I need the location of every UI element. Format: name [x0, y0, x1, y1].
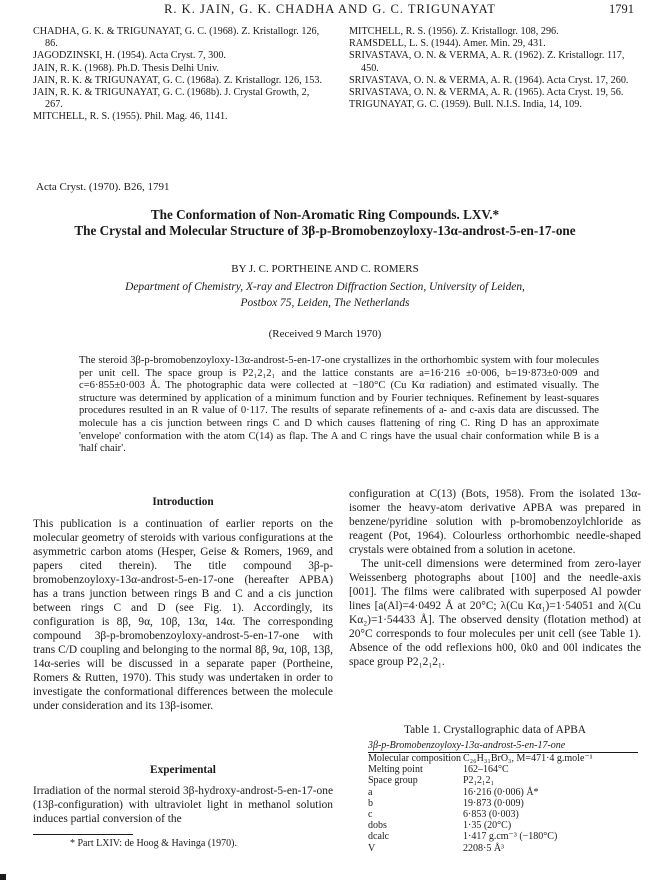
reference-item: SRIVASTAVA, O. N. & VERMA, A. R. (1962). Z. Kristallogr. 117, 450.: [349, 50, 625, 74]
table-row: [368, 843, 638, 854]
reference-item: JAIN, R. K. & TRIGUNAYAT, G. C. (1968b). J. Crystal Growth, 2, 267.: [33, 87, 310, 111]
received-date: (Received 9 March 1970): [268, 328, 382, 340]
table-row: [368, 764, 638, 775]
authors: BY J. C. PORTHEINE AND C. ROMERS: [231, 263, 419, 275]
reference-item: MITCHELL, R. S. (1956). Z. Kristallogr. 108, 296.: [349, 26, 559, 37]
reference-item: JAIN, R. K. & TRIGUNAYAT, G. C. (1968a). Z. Kristallogr. 126, 153.: [33, 74, 323, 86]
row-label: dcalc: [368, 831, 390, 843]
row-value: 6·853 (0·003): [463, 809, 519, 821]
reference-item: JAGODZINSKI, H. (1954). Acta Cryst. 7, 300.: [33, 50, 226, 62]
row-value: 1·35 (20°C): [463, 820, 512, 832]
paragraph: The unit-cell dimensions were determined from zero-layer Weissenberg photographs about [100] and the needle-axis [001]. The films were calibrated with superposed Al powder lines [a(Al)=4·0492 Å at 20°C; λ(Cu Kα₁)=1·54051 and λ(Cu Kα₂)=1·54433 Å]. The observed density (flotation method) at 20°C corresponds to four molecules per unit cell (see Table 1). Absence of the odd reflexions h00, 0k0 and 00l indicates the space group P2₁2₁2₁.: [349, 558, 641, 668]
title-line-2: The Crystal and Molecular Structure of 3β-p-Bromobenzoyloxy-13α-androst-5-en-17-one: [74, 223, 576, 238]
affiliation: [20, 280, 630, 311]
affiliation-line-1: Department of Chemistry, X-ray and Electron Diffraction Section, University of Leiden,: [125, 281, 525, 293]
page-number: 1791: [609, 2, 634, 16]
table-caption: Table 1. Crystallographic data of APBA: [403, 724, 587, 736]
row-value: 2208·5 Å³: [463, 842, 505, 854]
introduction-text: This publication is a continuation of earlier reports on the molecular geometry of steroids with various configurations at the asymmetric carbon atoms (Hesper, Geise & Romers, 1969, and papers cited therein). The title compound 3β-p-bromobenzoyloxy-13α-androst-5-en-17-one (hereafter APBA) has a trans junction between rings B and C and a cis junction between rings C and D (see Fig. 1). Accordingly, its configuration is 8β, 9α, 10β, 13α, 14α. The corresponding compound 3β-p-bromobenzoyloxy-androst-5-en-17-one with trans C/D coupling and belonging to the normal 8β, 9α, 10β, 13β, 14α-series will be discussed in a separate paper (Portheine, Romers & Rutten, 1970). This study was undertaken in order to investigate the conformational differences between the molecule under consideration and its 13β-isomer.: [33, 518, 333, 712]
reference-item: SRIVASTAVA, O. N. & VERMA, A. R. (1965). Acta Cryst. 19, 56.: [349, 87, 624, 99]
row-label: Melting point: [368, 764, 423, 776]
row-value: C₂₆H₃₁BrO₃, M=471·4 g.mole⁻¹: [463, 753, 593, 764]
reference-item: TRIGUNAYAT, G. C. (1959). Bull. N.I.S. India, 14, 109.: [349, 99, 582, 111]
paragraph: configuration at C(13) (Bots, 1958). From the isolated 13α-isomer the heavy-atom derivative APBA was prepared in benzene/pyridine solution with p-bromobenzoylchloride as reagent (Pot, 1964). Colourless orthorhombic needle-shaped crystals were obtained from a solution in acetone.: [349, 488, 641, 556]
table-row: [368, 775, 638, 786]
row-value: 162–164°C: [463, 764, 509, 776]
scan-mark: [0, 874, 6, 880]
abstract: The steroid 3β-p-bromobenzoyloxy-13α-androst-5-en-17-one crystallizes in the orthorhombic system with four molecules per unit cell. The space group is P2₁2₁2₁ and the lattice constants are a=16·216 ±0·006, b=19·873±0·009 and c=6·855±0·003 Å. The photographic data were collected at −180°C (Cu Kα radiation) and estimated visually. The structure was determined by application of a minimum function and by Fourier techniques. Refinement by least-squares procedures resulted in an R value of 0·117. The results of separate refinements of a- and c-axis data are discussed. The molecule has a cis junction between rings C and D which causes flattening of ring C. Ring D has an approximate 'envelope' conformation with the atom C(14) as flap. The A and C rings have the usual chair conformation while B is a 'half chair'.: [79, 355, 599, 455]
experimental-heading: Experimental: [150, 764, 216, 776]
title-line-1: The Conformation of Non-Aromatic Ring Compounds. LXV.*: [150, 207, 500, 222]
table-row: [368, 831, 638, 842]
affiliation-line-2: Postbox 75, Leiden, The Netherlands: [240, 296, 410, 309]
running-head: R. K. JAIN, G. K. CHADHA AND G. C. TRIGUNAYAT: [164, 2, 496, 16]
right-column-text: [349, 487, 641, 669]
row-label: V: [368, 842, 376, 854]
table-row: [368, 820, 638, 831]
table-row: [368, 798, 638, 809]
reference-item: RAMSDELL, L. S. (1944). Amer. Min. 29, 431.: [349, 38, 546, 50]
references-left: [33, 26, 323, 124]
table-row: [368, 787, 638, 798]
table-row: [368, 753, 638, 764]
row-value: 16·216 (0·006) Å*: [463, 786, 539, 798]
article-title: [20, 207, 630, 239]
crystallographic-data-table: [368, 752, 638, 854]
introduction-heading: Introduction: [152, 496, 214, 508]
footnote-rule: [33, 834, 133, 835]
row-label: b: [368, 797, 373, 809]
row-label: c: [368, 809, 373, 821]
table-row: [368, 809, 638, 820]
row-label: dobs: [368, 820, 387, 832]
row-value: P2₁2₁2₁: [463, 775, 495, 787]
row-label: a: [368, 786, 373, 798]
reference-item: JAIN, R. K. (1968). Ph.D. Thesis Delhi Univ.: [33, 62, 219, 74]
reference-item: CHADHA, G. K. & TRIGUNAYAT, G. C. (1968). Z. Kristallogr. 126, 86.: [33, 26, 320, 50]
experimental-text: Irradiation of the normal steroid 3β-hydroxy-androst-5-en-17-one (13β-configuration) with ultraviolet light in methanol solution induces partial conversion of the: [33, 785, 333, 825]
journal-citation: Acta Cryst. (1970). B26, 1791: [36, 181, 170, 193]
references-right: [349, 26, 639, 111]
reference-item: MITCHELL, R. S. (1955). Phil. Mag. 46, 1141.: [33, 111, 228, 123]
row-label: Molecular composition: [368, 753, 462, 764]
reference-item: SRIVASTAVA, O. N. & VERMA, A. R. (1964). Acta Cryst. 17, 260.: [349, 74, 629, 86]
row-value: 1·417 g.cm⁻³ (−180°C): [463, 831, 558, 843]
footnote: * Part LXIV: de Hoog & Havinga (1970).: [70, 838, 238, 849]
row-value: 19·873 (0·009): [463, 797, 524, 809]
table-subtitle: 3β-p-Bromobenzoyloxy-13α-androst-5-en-17-one: [368, 740, 566, 751]
row-label: Space group: [368, 775, 418, 787]
